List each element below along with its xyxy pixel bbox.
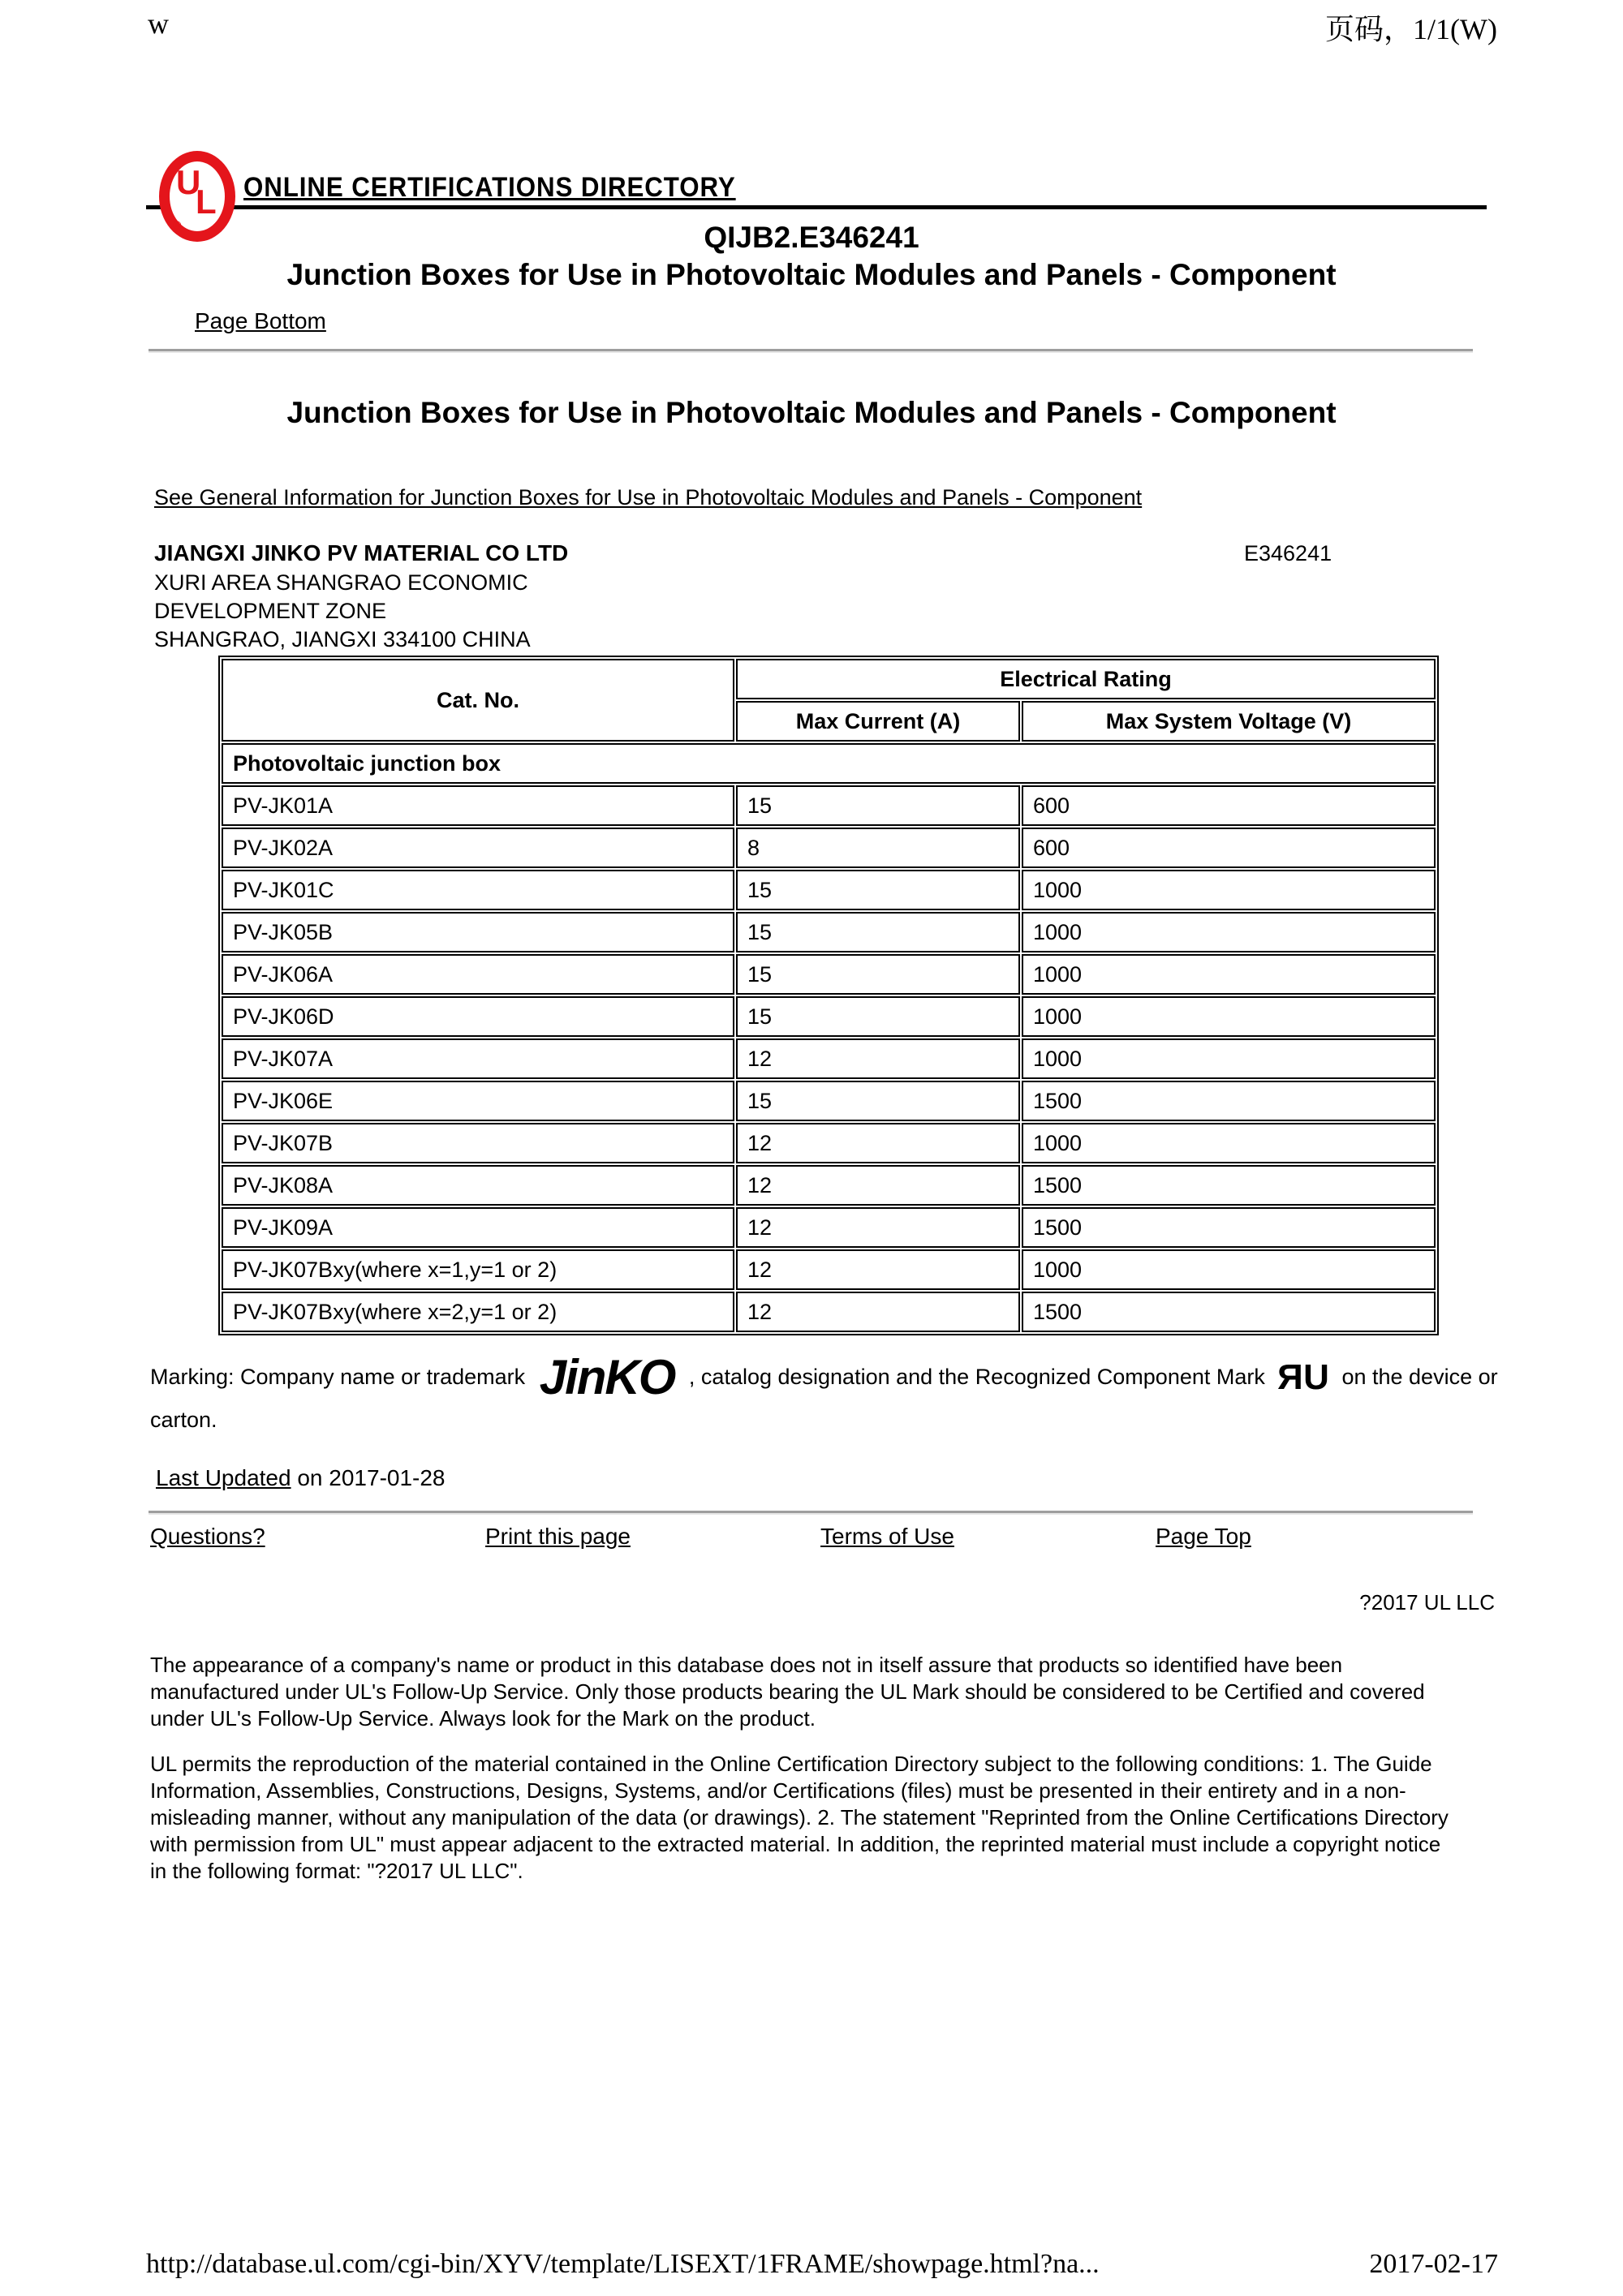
- max-voltage-cell: 1500: [1022, 1165, 1436, 1206]
- product-type-label: Photovoltaic junction box: [222, 743, 1436, 784]
- table-row: [222, 1165, 1436, 1206]
- table-row: [222, 1292, 1436, 1332]
- table-row: [222, 1123, 1436, 1163]
- footer-links-row: [150, 1524, 1497, 1550]
- table-row: [222, 1081, 1436, 1121]
- company-address-line: SHANGRAO, JIANGXI 334100 CHINA: [154, 627, 531, 651]
- questions-link[interactable]: Questions?: [150, 1524, 265, 1549]
- max-voltage-cell: 1500: [1022, 1207, 1436, 1248]
- group-header-electrical-rating: Electrical Rating: [736, 659, 1436, 699]
- electrical-ratings-table: [218, 656, 1439, 1335]
- last-updated-line: [156, 1465, 446, 1491]
- max-voltage-cell: 1000: [1022, 996, 1436, 1037]
- print-header-page-number: 页码，1/1(W): [1325, 13, 1497, 45]
- max-voltage-cell: 1000: [1022, 870, 1436, 910]
- ul-file-number: E346241: [1244, 541, 1332, 565]
- max-voltage-cell: 1000: [1022, 1123, 1436, 1163]
- cat-no-cell: PV-JK06E: [222, 1081, 734, 1121]
- ul-logo-letter-l: L: [196, 183, 217, 221]
- disclaimer-paragraph: The appearance of a company's name or product in this database does not in itself assure that products so identified have been manufactured under UL's Follow-Up Service. Only those products bearing the UL Mark should be considered to be Certified and covered under UL's Follow-Up Service. Always look for the Mark on the product.: [150, 1653, 1425, 1731]
- table-row: [222, 785, 1436, 826]
- max-current-cell: 12: [736, 1123, 1020, 1163]
- column-header-cat-no: Cat. No.: [222, 659, 734, 742]
- company-address-line: DEVELOPMENT ZONE: [154, 599, 387, 623]
- cat-no-cell: PV-JK07Bxy(where x=1,y=1 or 2): [222, 1249, 734, 1290]
- cat-no-cell: PV-JK07A: [222, 1038, 734, 1079]
- divider-rule-bottom: [149, 1511, 1473, 1515]
- max-current-cell: 12: [736, 1292, 1020, 1332]
- max-voltage-cell: 1000: [1022, 954, 1436, 995]
- table-row: [222, 870, 1436, 910]
- max-current-cell: 15: [736, 870, 1020, 910]
- cat-no-cell: PV-JK09A: [222, 1207, 734, 1248]
- max-voltage-cell: 1500: [1022, 1081, 1436, 1121]
- max-current-cell: 15: [736, 912, 1020, 952]
- table-row: [222, 996, 1436, 1037]
- cat-no-cell: PV-JK02A: [222, 828, 734, 868]
- table-header-row: [222, 659, 1436, 699]
- last-updated-date: on 2017-01-28: [291, 1465, 446, 1490]
- marking-paragraph: [150, 1350, 1513, 1438]
- max-voltage-cell: 1000: [1022, 1038, 1436, 1079]
- cat-no-cell: PV-JK05B: [222, 912, 734, 952]
- print-footer-date: 2017-02-17: [1369, 2249, 1498, 2279]
- marking-middle: , catalog designation and the Recognized Component Mark: [688, 1365, 1265, 1389]
- max-current-cell: 12: [736, 1165, 1020, 1206]
- recognized-component-mark-icon: [1277, 1357, 1329, 1397]
- table-row: [222, 1038, 1436, 1079]
- max-current-cell: 12: [736, 1207, 1020, 1248]
- table-row: [222, 1249, 1436, 1290]
- copyright-notice: ?2017 UL LLC: [1359, 1590, 1495, 1615]
- max-voltage-cell: 1000: [1022, 912, 1436, 952]
- max-voltage-cell: 600: [1022, 828, 1436, 868]
- table-section-row: [222, 743, 1436, 784]
- print-page-link[interactable]: Print this page: [485, 1524, 631, 1549]
- max-current-cell: 15: [736, 785, 1020, 826]
- max-current-cell: 15: [736, 1081, 1020, 1121]
- cat-no-cell: PV-JK08A: [222, 1165, 734, 1206]
- company-address-line: XURI AREA SHANGRAO ECONOMIC: [154, 570, 528, 595]
- reproduction-terms-paragraph: UL permits the reproduction of the material contained in the Online Certification Directory subject to the following conditions: 1. The Guide Information, Assemblies, Constructions, Designs, Systems, and/or Certifications (files) must be presented in their entirety and in a non-misleading manner, without any manipulation of the data (or drawings). 2. The statement "Reprinted from the Online Certifications Directory with permission from UL" must appear adjacent to the extracted material. In addition, the reprinted material must include a copyright notice in the following format: "?2017 UL LLC".: [150, 1752, 1449, 1883]
- terms-of-use-link[interactable]: Terms of Use: [820, 1524, 954, 1549]
- cat-no-cell: PV-JK07B: [222, 1123, 734, 1163]
- max-current-cell: 8: [736, 828, 1020, 868]
- ul-logo-icon: [159, 151, 235, 242]
- cat-no-cell: PV-JK06A: [222, 954, 734, 995]
- table-row: [222, 954, 1436, 995]
- table-row: [222, 912, 1436, 952]
- ul-logo-letter-u: U: [176, 163, 201, 201]
- table-row: [222, 828, 1436, 868]
- section-title: Junction Boxes for Use in Photovoltaic Modules and Panels - Component: [286, 396, 1337, 429]
- jinko-logo: JinKO: [539, 1350, 675, 1404]
- cat-no-cell: PV-JK06D: [222, 996, 734, 1037]
- print-header-left: w: [148, 7, 169, 40]
- directory-title-link[interactable]: ONLINE CERTIFICATIONS DIRECTORY: [243, 172, 736, 203]
- max-current-cell: 12: [736, 1038, 1020, 1079]
- category-title: Junction Boxes for Use in Photovoltaic Modules and Panels - Component: [286, 258, 1337, 291]
- max-current-cell: 15: [736, 954, 1020, 995]
- company-name: JIANGXI JINKO PV MATERIAL CO LTD: [154, 540, 569, 565]
- print-footer-url: http://database.ul.com/cgi-bin/XYV/template/LISEXT/1FRAME/showpage.html?na...: [146, 2249, 1100, 2279]
- last-updated-link[interactable]: Last Updated: [156, 1465, 291, 1490]
- max-voltage-cell: 1500: [1022, 1292, 1436, 1332]
- registered-mark-icon: ®: [173, 218, 182, 231]
- reversed-r-glyph: R: [1277, 1357, 1304, 1397]
- marking-prefix: Marking: Company name or trademark: [150, 1365, 526, 1389]
- page-top-link[interactable]: Page Top: [1156, 1524, 1251, 1549]
- table-row: [222, 1207, 1436, 1248]
- cat-no-cell: PV-JK07Bxy(where x=2,y=1 or 2): [222, 1292, 734, 1332]
- masthead-rule: [146, 205, 1487, 209]
- cat-no-cell: PV-JK01A: [222, 785, 734, 826]
- marking-suffix: on the device or carton.: [150, 1365, 1498, 1432]
- u-glyph: U: [1303, 1357, 1329, 1397]
- divider-rule-top: [149, 349, 1473, 353]
- page-bottom-link[interactable]: Page Bottom: [195, 308, 326, 333]
- max-voltage-cell: 600: [1022, 785, 1436, 826]
- max-voltage-cell: 1000: [1022, 1249, 1436, 1290]
- cat-no-cell: PV-JK01C: [222, 870, 734, 910]
- max-current-cell: 12: [736, 1249, 1020, 1290]
- column-header-max-voltage: Max System Voltage (V): [1022, 701, 1436, 742]
- general-information-link[interactable]: See General Information for Junction Boxes for Use in Photovoltaic Modules and Panels - Component: [154, 485, 1143, 510]
- max-current-cell: 15: [736, 996, 1020, 1037]
- certificate-code-title: QIJB2.E346241: [704, 221, 919, 254]
- column-header-max-current: Max Current (A): [736, 701, 1020, 742]
